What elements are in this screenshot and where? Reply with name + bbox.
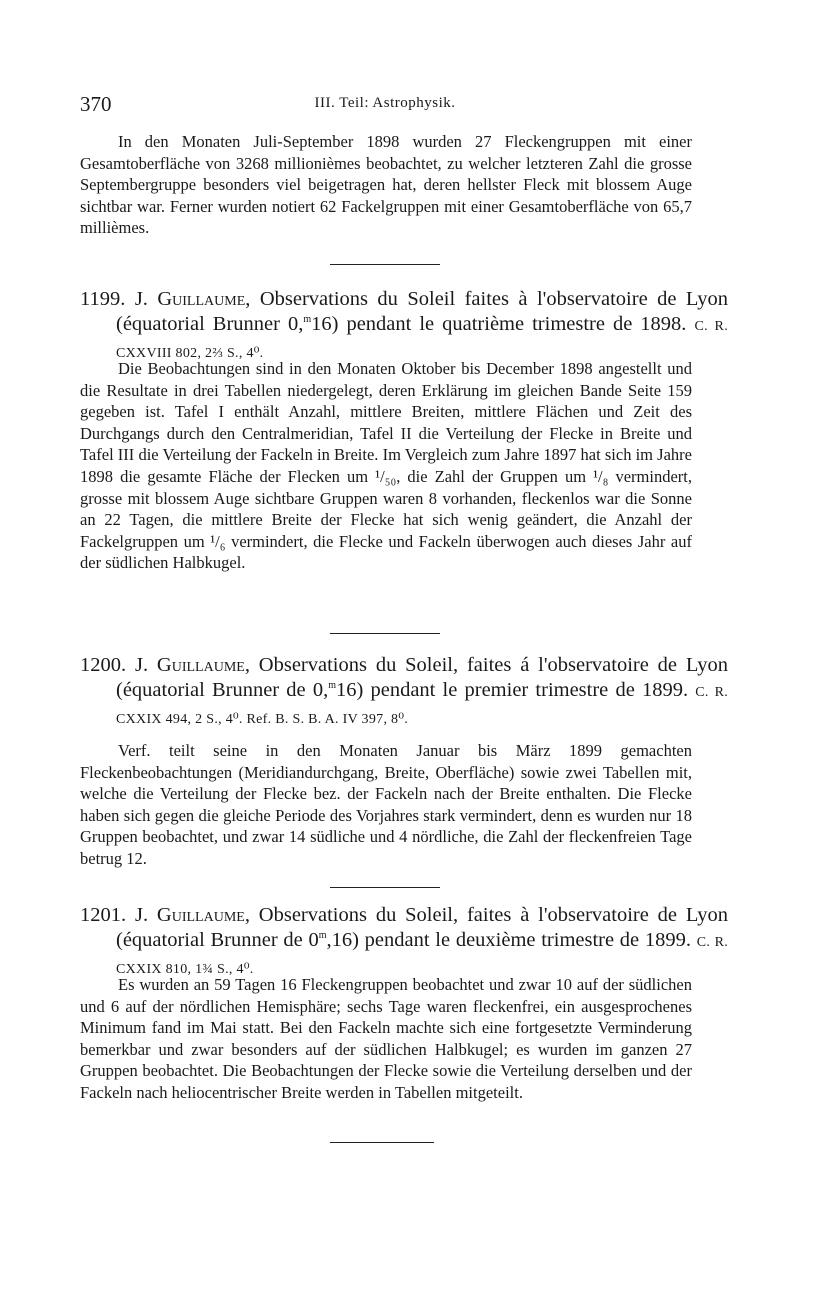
- entry-title-text: 16) pendant le premier trimestre de 1899.: [335, 679, 689, 701]
- entry-title-text: Observations du Soleil, faites á l'observatoire de Lyon (équatorial Brunner de 0,: [116, 654, 729, 701]
- entry-author: J. Guillaume,: [134, 654, 250, 676]
- section-divider: [330, 887, 440, 888]
- section-divider: [330, 633, 440, 634]
- entry-author: J. Guillaume,: [134, 904, 250, 926]
- entry-title-sup: m: [328, 680, 336, 692]
- intro-paragraph: In den Monaten Juli-September 1898 wurden 27 Fleckengruppen mit einer Gesamtoberfläche von 3268 millionièmes beobachtet, zu welcher letzteren Zahl die grosse Septembergruppe besonders viel beigetragen hat, deren hellster Fleck mit blossem Auge sichtbar war. Ferner wurden notiert 62 Fackelgruppen mit einer Gesamtoberfläche von 65,7 millièmes.: [80, 132, 692, 238]
- entry-title-text: 16) pendant le quatrième trimestre de 1898.: [311, 313, 687, 335]
- running-title: III. Teil: Astrophysik.: [314, 95, 456, 111]
- entry-title-sup: m: [318, 930, 327, 942]
- entry-citation: C. R. CXXIX 494, 2 S., 4⁰. Ref. B. S. B. A. IV 397, 8⁰.: [116, 685, 729, 727]
- entry-number: 1200.: [80, 654, 127, 676]
- entry-number: 1199.: [80, 288, 126, 310]
- entry-body-1199: Die Beobachtungen sind in den Monaten Oktober bis December 1898 angestellt und die Resultate in drei Tabellen niedergelegt, deren Erklärung im gleichen Bande Seite 159 gegeben ist. Tafel I enthält Anzahl, mittlere Breiten, mittlere Flächen und Zeit des Durchgangs durch den Centralmeridian, Tafel II die Verteilung der Flecke in Breite und Tafel III die Verteilung der Fackeln in Breite. Im Vergleich zum Jahre 1897 hat sich im Jahre 1898 die gesamte Fläche der Flecken um ¹/₅₀, die Zahl der Gruppen um ¹/₈ vermindert, grosse mit blossem Auge sichtbare Gruppen waren 8 vorhanden, fleckenlos war die Sonne an 22 Tagen, die mittlere Breite der Flecke hat sich wenig geändert, die Anzahl der Fackelgruppen um ¹/₆ vermindert, die Flecke und Fackeln überwogen auch dieses Jahr auf der südlichen Halbkugel.: [80, 359, 692, 573]
- entry-title-sup: m: [303, 314, 312, 326]
- entry-title-text: Observations du Soleil, faites à l'observatoire de Lyon (équatorial Brunner de 0: [116, 904, 729, 951]
- entry-citation: C. R. CXXIX 810, 1¾ S., 4⁰.: [116, 935, 729, 977]
- entry-author: J. Guillaume,: [134, 288, 251, 310]
- page-number: 370: [80, 92, 112, 116]
- entry-title-text: ,16) pendant le deuxième trimestre de 1899.: [326, 929, 691, 951]
- entry-body-1200: Verf. teilt seine in den Monaten Januar bis März 1899 gemachten Fleckenbeobachtungen (Meridiandurchgang, Breite, Oberfläche) sowie zwei Tabellen mit, welche die Verteilung der Flecke bez. der Fackeln nach der Breite enthalten. Die Flecke haben sich gegen die gleiche Periode des Vorjahres stark vermindert, denn es wurden nur 18 Gruppen beobachtet, und zwar 14 südliche und 4 nördliche, die Zahl der fleckenfreien Tage betrug 12.: [80, 741, 692, 868]
- page-header: [80, 92, 690, 116]
- entry-citation: C. R. CXXVIII 802, 2⅔ S., 4⁰.: [116, 319, 728, 361]
- entry-title-1201: [80, 903, 728, 982]
- entry-title-1200: [80, 653, 728, 732]
- entry-title-1199: [80, 287, 728, 366]
- entry-title-text: Observations du Soleil faites à l'observatoire de Lyon (équatorial Brunner 0,: [116, 288, 729, 335]
- entry-body-1201: Es wurden an 59 Tagen 16 Fleckengruppen beobachtet und zwar 10 auf der südlichen und 6 auf der nördlichen Hemisphäre; sechs Tage waren fleckenfrei, ein ausgesprochenes Minimum fand im Mai statt. Bei den Fackeln machte sich eine fortgesetzte Verminderung bemerkbar und zwar besonders auf der südlichen Halbkugel; es wurden im ganzen 27 Gruppen beobachtet. Die Beobachtungen der Flecke sowie die Verteilung derselben und der Fackeln nach heliocentrischer Breite werden in Tabellen mitgeteilt.: [80, 975, 692, 1102]
- section-divider: [330, 264, 440, 265]
- section-divider: [330, 1142, 434, 1143]
- entry-number: 1201.: [80, 904, 127, 926]
